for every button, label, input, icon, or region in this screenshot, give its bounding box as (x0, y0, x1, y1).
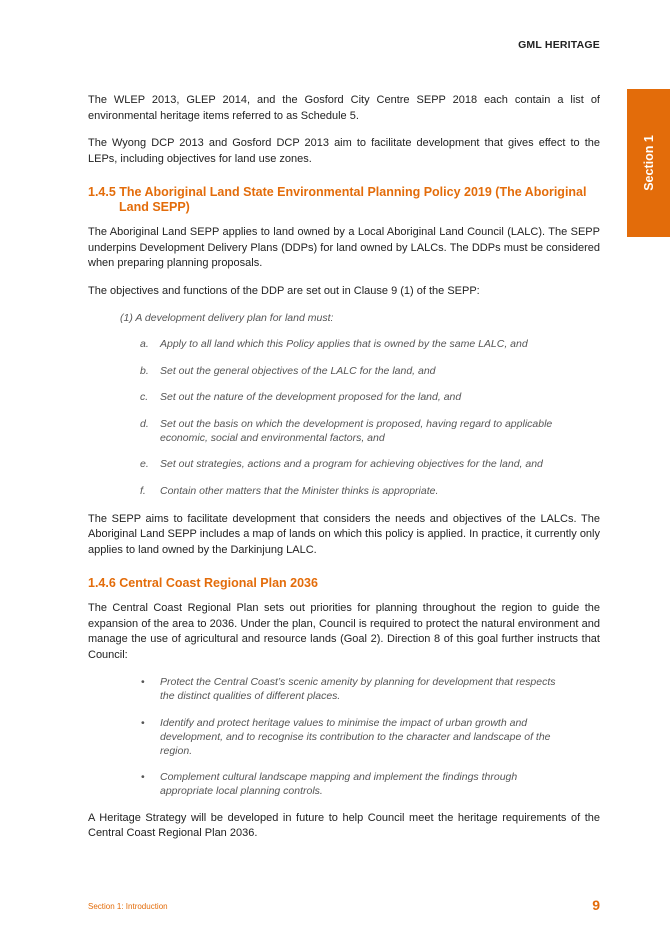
quote-text: Contain other matters that the Minister thinks is appropriate. (160, 484, 439, 497)
quote-item (140, 484, 600, 498)
quote-text: Set out strategies, actions and a program for achieving objectives for the land, and (160, 458, 543, 470)
quote-item (140, 390, 600, 404)
quote-text: Set out the nature of the development proposed for the land, and (160, 391, 462, 403)
quote-list (88, 337, 600, 498)
paragraph-wlep: The WLEP 2013, GLEP 2014, and the Gosford City Centre SEPP 2018 each contain a list of environmental heritage items referred to as Schedule 5. (88, 94, 600, 122)
header-title: GML HERITAGE (518, 39, 600, 51)
bullet-text: Complement cultural landscape mapping and implement the findings through appropriate local planning controls. (160, 771, 518, 797)
section-tab-label: Section 1 (641, 135, 656, 191)
quote-marker: b. (140, 364, 149, 377)
bullet-item (141, 675, 600, 703)
bullet-icon: • (141, 716, 145, 729)
heading-aboriginal-land-sepp: 1.4.5 The Aboriginal Land State Environmental Planning Policy 2019 (The Aboriginal Land SEPP) (88, 185, 587, 214)
quote-text: Set out the general objectives of the LALC for the land, and (160, 364, 436, 377)
quote-item (140, 364, 600, 378)
bullet-text: Identify and protect heritage values to minimise the impact of urban growth and development, and to recognise its contribution to the character and landscape of the region. (160, 716, 551, 757)
main-content (88, 93, 600, 854)
section-tab (627, 89, 670, 237)
paragraph-sepp-aims: The SEPP aims to facilitate development that considers the needs and objectives of the LALCs. The Aboriginal Land SEPP includes a map of lands on which this policy is applied. In practice, it currently only applies to land owned by the Darkinjung LALC. (88, 512, 600, 556)
paragraph-sepp-applies: The Aboriginal Land SEPP applies to land owned by a Local Aboriginal Land Council (LALC). The SEPP underpins Development Delivery Plans (DDPs) for land owned by LALCs. The DDPs must be considered when preparing planning proposals. (88, 226, 600, 269)
paragraph-heritage-strategy: A Heritage Strategy will be developed in future to help Council meet the heritage requirements of the Central Coast Regional Plan 2036. (88, 811, 600, 839)
quote-item (140, 417, 600, 445)
paragraph-ddp-objectives: The objectives and functions of the DDP are set out in Clause 9 (1) of the SEPP: (88, 284, 480, 297)
page-number: 9 (592, 897, 600, 913)
quote-item (140, 337, 600, 351)
quote-marker: e. (140, 458, 149, 470)
paragraph-dcp: The Wyong DCP 2013 and Gosford DCP 2013 aim to facilitate development that gives effect to the LEPs, including objectives for land use zones. (88, 137, 600, 165)
direction-8-list (88, 675, 600, 798)
quote-marker: c. (140, 391, 149, 403)
heading-regional-plan: 1.4.6 Central Coast Regional Plan 2036 (88, 576, 318, 590)
bullet-icon: • (141, 676, 145, 688)
paragraph-regional-plan: The Central Coast Regional Plan sets out priorities for planning throughout the region to guide the expansion of the area to 2036. Under the plan, Council is required to protect the natural environment and manage the use of agricultural and resource lands (Goal 2). Direction 8 of this goal further instructs that Council: (88, 602, 600, 661)
quote-marker: d. (140, 417, 149, 430)
quote-marker: f. (140, 484, 146, 497)
quote-text: Apply to all land which this Policy applies that is owned by the same LALC, and (160, 338, 528, 350)
bullet-item (141, 770, 600, 798)
quote-marker: a. (140, 338, 149, 350)
bullet-item (141, 716, 600, 758)
quote-item (140, 457, 600, 471)
bullet-icon: • (141, 771, 145, 783)
footer-section-label: Section 1: Introduction (88, 902, 168, 911)
quote-intro: (1) A development delivery plan for land must: (120, 312, 334, 324)
bullet-text: Protect the Central Coast’s scenic amenity by planning for development that respects the distinct qualities of different places. (160, 676, 556, 702)
quote-text: Set out the basis on which the development is proposed, having regard to applicable economic, social and environmental factors, and (160, 417, 553, 444)
